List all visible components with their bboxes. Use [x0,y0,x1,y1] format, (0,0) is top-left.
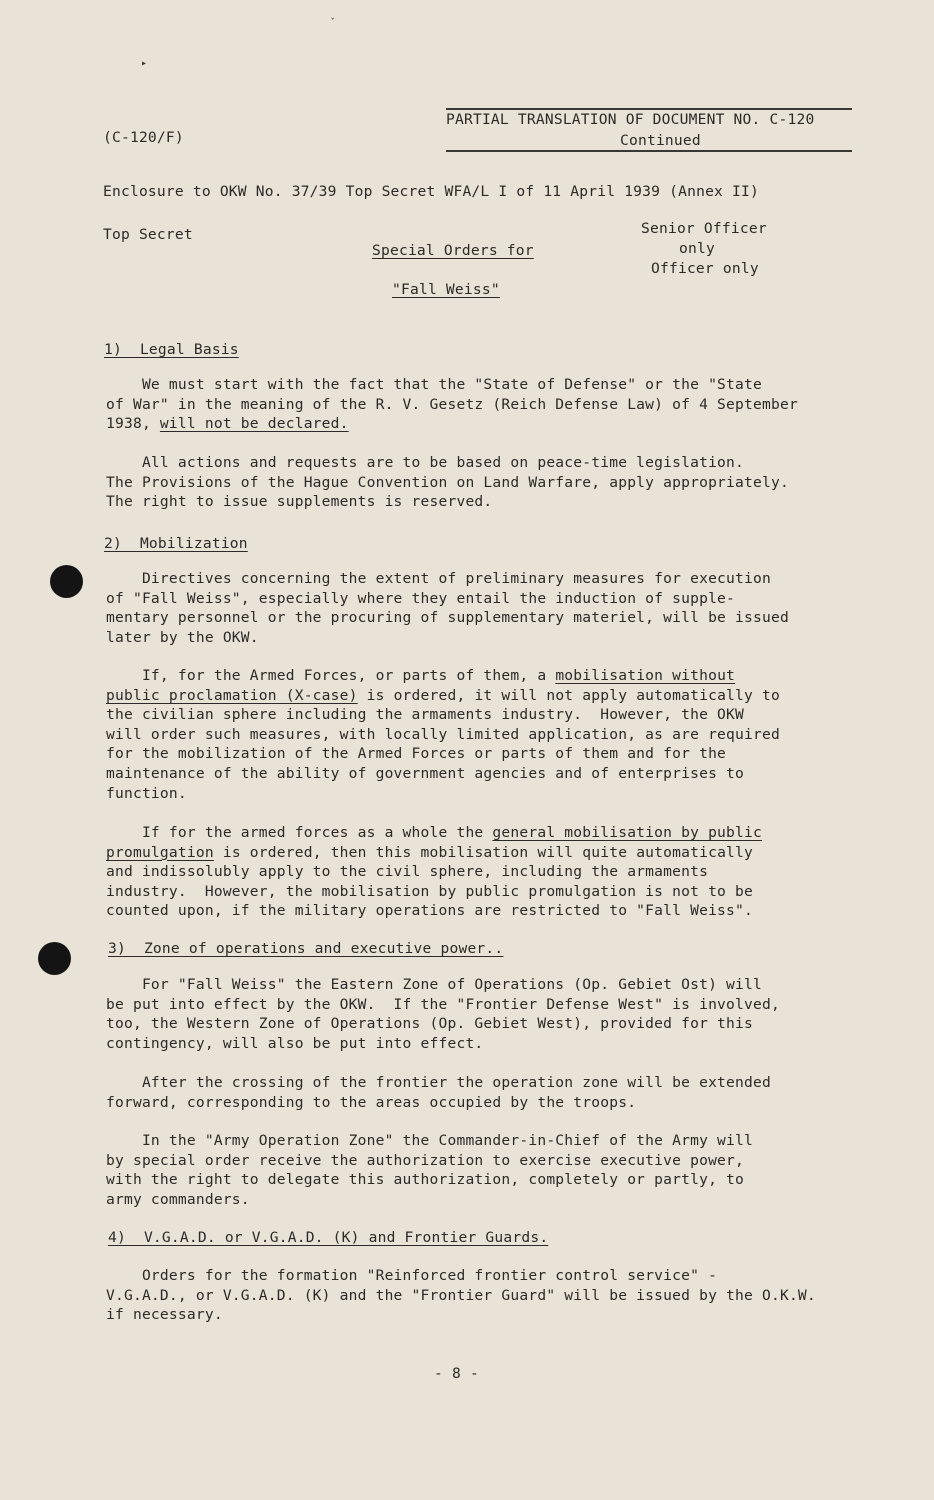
text-line: maintenance of the ability of government agencies and of enterprises to [106,764,745,782]
text-line: V.G.A.D., or V.G.A.D. (K) and the "Frontier Guard" will be issued by the O.K.W. [106,1286,816,1304]
underlined-phrase: promulgation [106,843,214,861]
text-line: army commanders. [106,1190,250,1208]
text-line: of War" in the meaning of the R. V. Gesetz (Reich Defense Law) of 4 September [106,395,798,413]
header-rule-bottom [446,150,852,152]
section-heading: 2) Mobilization [104,535,248,552]
underlined-phrase: mobilisation without [555,667,736,684]
paragraph [106,453,846,512]
punch-hole [38,942,71,975]
text-line: In the "Army Operation Zone" the Commander-in-Chief of the Army will [106,1132,754,1149]
stray-mark: ▸ [141,58,148,69]
paragraph [106,975,846,1053]
text-line: the civilian sphere including the armaments industry. However, the OKW [106,706,745,724]
text-line: If, for the Armed Forces, or parts of them, a mobilisation without [106,667,736,684]
text-line: contingency, will also be put into effect. [106,1034,484,1052]
paragraph [106,569,846,647]
text-line: All actions and requests are to be based on peace-time legislation. [106,454,745,471]
paragraph [106,823,846,921]
paragraph [106,666,846,803]
document-reference: (C-120/F) [103,129,184,146]
classification-right-line: Senior Officer [641,220,767,237]
text-line: too, the Western Zone of Operations (Op. Gebiet West), provided for this [106,1015,754,1033]
text-line: of "Fall Weiss", especially where they entail the induction of supple- [106,589,736,607]
text-line: Directives concerning the extent of preliminary measures for execution [106,570,771,587]
text-line: counted upon, if the military operations are restricted to "Fall Weiss". [106,902,754,920]
text-line: promulgation is ordered, then this mobilisation will quite automatically [106,843,754,861]
section-heading: 3) Zone of operations and executive power.. [108,940,504,957]
text-line: public proclamation (X-case) is ordered, it will not apply automatically to [106,686,780,704]
underlined-phrase: general mobilisation by public [492,824,762,841]
text-line: 1938, will not be declared. [106,415,349,433]
paragraph [106,1131,846,1209]
text-line: For "Fall Weiss" the Eastern Zone of Operations (Op. Gebiet Ost) will [106,976,762,993]
underlined-phrase: public proclamation (X-case) [106,686,358,704]
text-line: mentary personnel or the procuring of supplementary materiel, will be issued [106,609,789,627]
text-line: If for the armed forces as a whole the general mobilisation by public [106,824,762,841]
classification-right-line: only [679,240,715,257]
paragraph [106,1073,846,1112]
punch-hole [50,565,83,598]
text-line: function. [106,784,187,802]
orders-subtitle: "Fall Weiss" [392,281,500,298]
text-line: The right to issue supplements is reserved. [106,493,493,511]
paragraph [106,375,846,434]
orders-title: Special Orders for [372,242,534,259]
text-line: industry. However, the mobilisation by public promulgation is not to be [106,882,754,900]
stray-mark: ˇ [330,18,336,28]
text-line: if necessary. [106,1306,223,1324]
classification-right-line: Officer only [651,260,759,277]
section-heading: 4) V.G.A.D. or V.G.A.D. (K) and Frontier Guards. [108,1229,549,1246]
section-heading: 1) Legal Basis [104,341,239,358]
text-line: later by the OKW. [106,628,259,646]
translation-subtitle: Continued [620,132,701,149]
text-line: Orders for the formation "Reinforced frontier control service" - [106,1267,718,1284]
text-line: for the mobilization of the Armed Forces or parts of them and for the [106,745,727,763]
enclosure-line: Enclosure to OKW No. 37/39 Top Secret WFA/L I of 11 April 1939 (Annex II) [103,183,759,200]
text-line: will order such measures, with locally limited application, as are required [106,725,780,743]
translation-title: PARTIAL TRANSLATION OF DOCUMENT NO. C-120 [446,111,815,128]
text-line: forward, corresponding to the areas occupied by the troops. [106,1093,637,1111]
classification-left: Top Secret [103,226,193,243]
text-line: be put into effect by the OKW. If the "Frontier Defense West" is involved, [106,995,780,1013]
text-line: by special order receive the authorization to exercise executive power, [106,1151,745,1169]
text-line: and indissolubly apply to the civil sphere, including the armaments [106,863,709,881]
text-line: with the right to delegate this authorization, completely or partly, to [106,1171,745,1189]
text-line: We must start with the fact that the "State of Defense" or the "State [106,376,762,393]
text-line: The Provisions of the Hague Convention on Land Warfare, apply appropriately. [106,473,789,491]
paragraph [106,1266,846,1325]
text-line: After the crossing of the frontier the operation zone will be extended [106,1074,771,1091]
underlined-phrase: will not be declared. [159,415,349,433]
page-number: - 8 - [434,1365,479,1382]
